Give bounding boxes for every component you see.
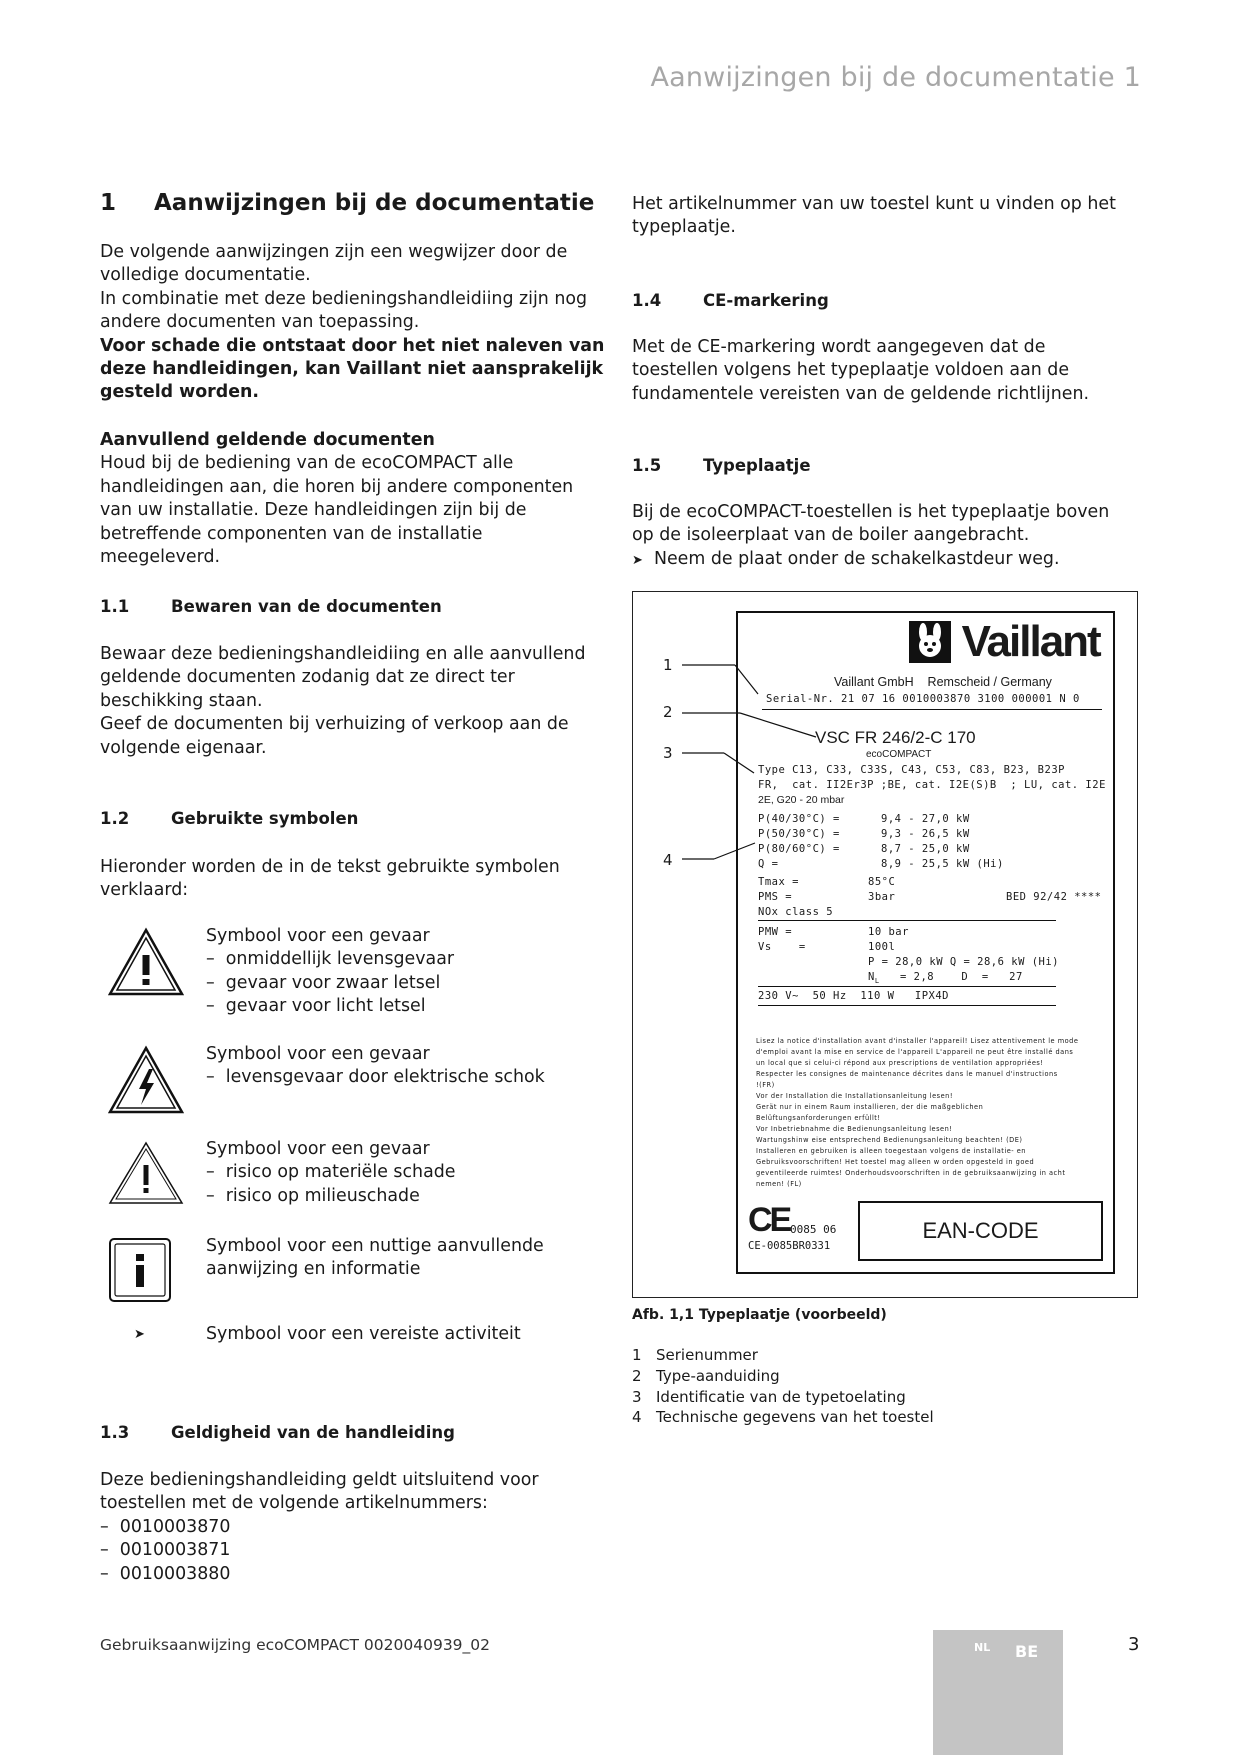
leader-number: 1	[663, 656, 673, 674]
section-heading-1	[100, 190, 594, 216]
spec-label: Q =	[758, 858, 779, 870]
section-heading-1-2	[100, 809, 358, 828]
s11-text-1: Bewaar deze bedieningshandleidiing en alle aanvullend geldende documenten zodanig dat ze direct ter beschikking staan.	[100, 644, 586, 711]
hare-logo-icon	[908, 620, 952, 664]
symbol-4-text: Symbool voor een nuttige aanvullende aanwijzing en informatie	[206, 1236, 544, 1280]
language-tab	[933, 1630, 1063, 1755]
leader-number: 3	[663, 744, 673, 762]
logo-text: Vaillant	[961, 617, 1100, 666]
spec-value: 9,3 - 26,5 kW	[881, 828, 970, 840]
divider	[758, 1005, 1056, 1006]
symbol-item: – risico op materiële schade	[206, 1162, 456, 1183]
symbol-title: Symbool voor een gevaar	[206, 1044, 430, 1064]
symbol-item: – onmiddellijk levensgevaar	[206, 949, 455, 970]
heading-number: 1.4	[632, 291, 662, 310]
type-line: 2E, G20 - 20 mbar	[758, 794, 845, 806]
leader-number: 4	[663, 851, 673, 869]
heading-number: 1.2	[100, 809, 130, 828]
spec-value: 8,7 - 25,0 kW	[881, 843, 970, 855]
notice-line: Respecter les consignes de maintenance décrites dans le manuel d'instructions	[756, 1070, 1058, 1078]
spec-label: PMS =	[758, 891, 793, 903]
spec-extra: BED 92/42 ****	[1006, 891, 1102, 903]
symbol-title: Symbool voor een gevaar	[206, 1139, 430, 1159]
notice-line: Vor Inbetriebnahme die Bedienungsanleitung lesen!	[756, 1125, 953, 1133]
symbol-item: – risico op milieuschade	[206, 1185, 420, 1206]
danger-warning-icon	[108, 927, 184, 1001]
notice-line: Gebruiksvoorschriften! Het toestel mag alleen w orden opgesteld in goed	[756, 1158, 1035, 1166]
heading-number: 1.5	[632, 456, 662, 475]
serial: Serial-Nr. 21 07 16 0010003870 3100 000001 N 0	[766, 693, 1080, 705]
electrical-data: 230 V~ 50 Hz 110 W IPX4D	[758, 990, 950, 1002]
article-number: – 0010003871	[100, 1540, 231, 1561]
divider	[762, 709, 1102, 710]
legend-item: 3 Identificatie van de typetoelating	[632, 1387, 906, 1406]
type-plate	[736, 611, 1115, 1274]
aanvullend-title: Aanvullend geldende documenten	[100, 430, 435, 450]
notice-line: Lisez la notice d'installation avant d'installer l'appareil! Lisez attentivement le mode	[756, 1037, 1079, 1045]
symbol-5-text: Symbool voor een vereiste activiteit	[206, 1324, 521, 1344]
leader-number: 2	[663, 703, 673, 721]
s11-text-2: Geef de documenten bij verhuizing of verkoop aan de volgende eigenaar.	[100, 714, 569, 758]
ce-code: CE-0085BR0331	[748, 1240, 831, 1252]
notice-line: d'emploi avant la mise en service de l'appareil L'appareil ne peut être installé dans	[756, 1048, 1074, 1056]
vs-value: 100l	[868, 941, 896, 953]
symbol-2-text	[206, 1043, 606, 1090]
section-heading-1-1	[100, 597, 442, 616]
spec-value: 8,9 - 25,5 kW (Hi)	[881, 858, 1004, 870]
symbol-1-text	[206, 925, 606, 1019]
submodel: ecoCOMPACT	[866, 749, 932, 760]
legend-item: 1 Serienummer	[632, 1346, 758, 1364]
intro-text-2: In combinatie met deze bedieningshandleidiing zijn nog andere documenten van toepassing.	[100, 288, 588, 333]
vs-label: Vs =	[758, 941, 806, 953]
heading-title: Aanwijzingen bij de documentatie	[154, 190, 595, 216]
intro-block	[100, 241, 605, 405]
intro-text-1: De volgende aanwijzingen zijn een wegwijzer door de volledige documentatie.	[100, 242, 568, 286]
page-number: 3	[1128, 1634, 1140, 1655]
arrow-action-icon: ➤	[632, 552, 643, 568]
arrow-action-icon: ➤	[134, 1327, 145, 1342]
notice-line: un local que si celui-ci répond aux prescriptions de ventilation appropriées!	[756, 1059, 1044, 1067]
s13-block	[100, 1469, 605, 1586]
divider	[758, 986, 1056, 987]
notice-line: Wartungshinw eise entsprechend Bedienungsanleitung beachten! (DE)	[756, 1136, 1023, 1144]
notice-line: geventileerde ruimtes! Onderhoudsvoorschriften in de gebruiksaanwijzing in acht	[756, 1169, 1066, 1177]
symbol-item: – levensgevaar door elektrische schok	[206, 1067, 545, 1088]
heading-title: Geldigheid van de handleiding	[171, 1423, 455, 1442]
pmw-value: 10 bar	[868, 926, 909, 938]
footer-text: Gebruiksaanwijzing ecoCOMPACT 0020040939_02	[100, 1636, 491, 1654]
heading-title: Bewaren van de documenten	[171, 597, 442, 616]
symbol-item: – gevaar voor zwaar letsel	[206, 972, 441, 993]
s14-text: Met de CE-markering wordt aangegeven dat de toestellen volgens het typeplaatje voldoen aan de fundamentele vereisten van de geldende richtlijnen.	[632, 337, 1090, 404]
caution-icon	[108, 1140, 184, 1210]
heading-number: 1.1	[100, 597, 130, 616]
s15-block	[632, 501, 1132, 572]
notice-line: nemen! (FL)	[756, 1180, 802, 1188]
heading-number: 1	[100, 190, 117, 216]
electric-shock-icon	[108, 1045, 184, 1119]
language-code: BE NL	[974, 1641, 1039, 1661]
notice-line: Belüftungsanforderungen erfüllt!	[756, 1114, 881, 1122]
pq-line: P = 28,0 kW Q = 28,6 kW (Hi)	[868, 956, 1060, 968]
aanvullend-text: Houd bij de bediening van de ecoCOMPACT alle handleidingen aan, die horen bij andere componenten van uw installatie. Deze handleidingen zijn bij de betreffende componenten van de installatie meegeleverd.	[100, 453, 574, 568]
heading-title: CE-markering	[703, 291, 829, 310]
ce-number: 0085 06	[790, 1223, 837, 1236]
heading-title: Typeplaatje	[703, 456, 811, 475]
section-heading-1-3	[100, 1423, 455, 1442]
nl-line: $N_L = 2,8$ D = 27	[868, 971, 1023, 986]
vaillant-logo	[908, 617, 1100, 667]
heading-number: 1.3	[100, 1423, 130, 1442]
article-number: – 0010003880	[100, 1563, 231, 1584]
model: VSC FR 246/2-C 170	[815, 728, 976, 747]
symbol-3-text	[206, 1138, 606, 1208]
notice-line: Vor der Installation die Installationsanleitung lesen!	[756, 1092, 953, 1100]
type-line: Type C13, C33, C33S, C43, C53, C83, B23, B23P	[758, 764, 1065, 776]
legend-item: 2 Type-aanduiding	[632, 1366, 780, 1385]
divider	[758, 920, 1056, 921]
section-heading-1-4	[632, 291, 829, 310]
symbol-title: Symbool voor een gevaar	[206, 926, 430, 946]
spec-label: P(50/30°C) =	[758, 828, 840, 840]
artikel-text: Het artikelnummer van uw toestel kunt u vinden op het typeplaatje.	[632, 194, 1116, 238]
legend-item: 4 Technische gegevens van het toestel	[632, 1408, 934, 1427]
s11-block	[100, 643, 605, 760]
pmw-label: PMW =	[758, 926, 793, 938]
ean-code-box: EAN-CODE	[858, 1201, 1103, 1261]
s13-text: Deze bedieningshandleiding geldt uitsluitend voor toestellen met de volgende artikelnummers:	[100, 1470, 539, 1514]
nox-class: NOx class 5	[758, 906, 834, 918]
figure-legend	[632, 1345, 934, 1428]
company: Vaillant GmbH Remscheid / Germany	[834, 675, 1052, 689]
article-number: – 0010003870	[100, 1516, 231, 1537]
notice-line: Installeren en gebruiken is alleen toegestaan volgens de installatie- en	[756, 1147, 1026, 1155]
spec-value: 85°C	[868, 876, 896, 888]
notice-line: Gerät nur in einem Raum installieren, der die maßgeblichen	[756, 1103, 984, 1111]
spec-label: P(80/60°C) =	[758, 843, 840, 855]
ce-mark-icon: CE	[748, 1201, 790, 1239]
s15-text: Bij de ecoCOMPACT-toestellen is het typeplaatje boven op de isoleerplaat van de boiler aangebracht.	[632, 502, 1110, 546]
s15-action: ➤ Neem de plaat onder de schakelkastdeur weg.	[632, 548, 1060, 569]
s12-text: Hieronder worden de in de tekst gebruikte symbolen verklaard:	[100, 857, 560, 901]
heading-title: Gebruikte symbolen	[171, 809, 359, 828]
spec-label: Tmax =	[758, 876, 799, 888]
spec-value: 3bar	[868, 891, 896, 903]
figure-caption: Afb. 1,1 Typeplaatje (voorbeeld)	[632, 1307, 887, 1323]
warning-text: Voor schade die ontstaat door het niet naleven van deze handleidingen, kan Vaillant niet aansprakelijk gesteld worden.	[100, 335, 605, 403]
type-line: FR, cat. II2Er3P ;BE, cat. I2E(S)B ; LU, cat. I2E	[758, 779, 1106, 791]
symbol-item: – gevaar voor licht letsel	[206, 996, 426, 1017]
spec-value: 9,4 - 27,0 kW	[881, 813, 970, 825]
spec-label: P(40/30°C) =	[758, 813, 840, 825]
section-heading-1-5	[632, 456, 811, 475]
info-icon	[108, 1237, 172, 1307]
symbols-list	[100, 925, 605, 1344]
notice-line: !(FR)	[756, 1081, 775, 1089]
running-head: Aanwijzingen bij de documentatie 1	[650, 62, 1141, 93]
aanvullend-block	[100, 429, 605, 569]
